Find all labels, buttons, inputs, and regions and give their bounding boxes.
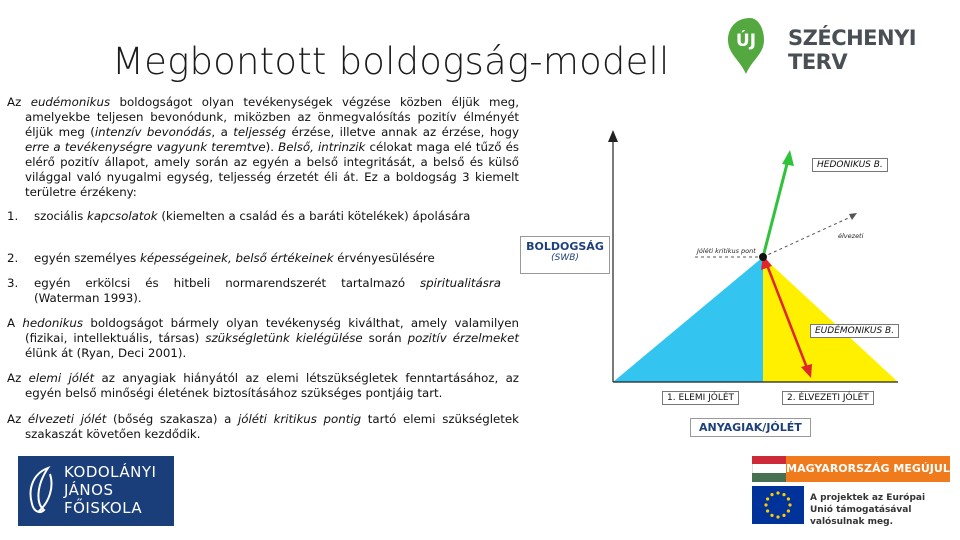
- page-title: Megbontott boldogság-modell: [112, 40, 670, 83]
- extra-label: élvezeti: [838, 232, 864, 240]
- emphasized-text: pozitív érzelmeket: [407, 331, 520, 345]
- text-run: célokat maga elé tűző és elérő pozitív állapot, amely során az egyén a belső integritását, a belső és külső világgal való nyugalmi egység, teljesség érzetét éli át. Ez a boldogság 3 kiemelt területre érzékeny:: [25, 140, 519, 199]
- dashed-arrow-head: [849, 213, 857, 220]
- elemi-paragraph: [7, 371, 519, 401]
- zone2-label: 2. ÉLVEZETI JÓLÉT: [782, 391, 874, 405]
- text-run: az anyagiak hiányától az elemi létszükségletek fenntartásához, az egyén belső minőségi életének biztosításához szükséges pontjáig tart.: [25, 371, 519, 400]
- kodolanyi-line-3: FŐISKOLA: [64, 499, 143, 517]
- list-item-text: [34, 209, 501, 224]
- y-axis-label: BOLDOGSÁG: [526, 240, 604, 253]
- eu-support-text: A projektek az Európai Unió támogatásával valósulnak meg.: [810, 493, 926, 527]
- emphasized-text: képességeinek, belső értékeinek: [139, 251, 334, 265]
- intro-paragraph: [7, 95, 519, 200]
- hedonic-arrow-head: [782, 150, 794, 166]
- kodolanyi-line-1: KODOLÁNYI: [64, 463, 157, 481]
- elvezeti-paragraph: [7, 412, 519, 442]
- emphasized-text: elemi jólét: [28, 371, 95, 385]
- text-run: élünk át (Ryan, Deci 2001).: [25, 346, 187, 360]
- text-run: érzése, illetve annak az érzése, hogy: [286, 125, 519, 139]
- critical-point-label: Jóléti kritikus pont: [697, 247, 756, 255]
- emphasized-text: erre a tevékenységre vagyunk teremtve: [25, 140, 266, 154]
- emphasized-text: spiritualitásra: [419, 276, 501, 290]
- y-axis-arrow: [608, 130, 618, 142]
- text-run: egyén személyes: [34, 251, 140, 265]
- text-run: boldogságot bármely olyan tevékenység kiválthat, amely valamilyen (fizikai, intellektuális, társas): [25, 316, 519, 345]
- kodolanyi-logo: [18, 456, 174, 526]
- hedonic-paragraph: [7, 316, 519, 361]
- list-item-1: [7, 209, 501, 224]
- list-number: 1.: [7, 209, 19, 223]
- emphasized-text: eudémonikus: [30, 95, 111, 109]
- emphasized-text: kapcsolatok: [87, 209, 158, 223]
- text-run: boldogságot olyan tevékenységek végzése közben éljük meg, amelyekbe teljesen bevonódunk, miközben az önmegvalósítás pozitív élményét éljük meg (: [25, 95, 520, 139]
- emphasized-text: jóléti kritikus pontig: [238, 412, 362, 426]
- list-item-text: [34, 251, 501, 266]
- text-run: egyén erkölcsi és hitbeli normarendszerét tartalmazó: [34, 276, 420, 290]
- text-run: Az: [7, 371, 29, 385]
- emphasized-text: Belső, intrinzik: [278, 140, 366, 154]
- text-run: során: [362, 331, 408, 345]
- kodolanyi-emblem-icon: [24, 464, 58, 518]
- list-item-2: [7, 251, 501, 266]
- y-axis-label-box: [520, 236, 610, 274]
- list-item-3: [7, 276, 501, 306]
- hedonic-arrow: [763, 160, 788, 257]
- kodolanyi-text: [64, 463, 156, 517]
- zone1-label: 1. ELEMI JÓLÉT: [662, 391, 739, 405]
- text-run: (kiemelten a család és a baráti kötelékek) ápolására: [157, 209, 471, 223]
- kodolanyi-line-2: JÁNOS: [64, 481, 114, 499]
- text-run: , a: [211, 125, 234, 139]
- text-run: Az: [7, 95, 31, 109]
- critical-point-dot: [759, 253, 767, 261]
- text-run: A: [7, 316, 23, 330]
- text-run: szociális: [34, 209, 87, 223]
- emphasized-text: szükségletünk kielégülése: [205, 331, 363, 345]
- eudemonic-label: EUDÉMONIKUS B.: [810, 324, 899, 338]
- y-axis-sublabel: (SWB): [551, 253, 579, 263]
- text-run: (Waterman 1993).: [34, 291, 142, 305]
- emphasized-text: intenzív bevonódás: [94, 125, 212, 139]
- magyarorszag-megujul-banner: [752, 456, 950, 482]
- svg-text:ÚJ: ÚJ: [735, 31, 757, 51]
- elemi-jolet-area: [613, 257, 763, 382]
- hedonic-label: HEDONIKUS B.: [812, 158, 888, 172]
- list-number: 2.: [7, 251, 19, 265]
- text-run: Az: [7, 412, 28, 426]
- text-run: érvényesülésére: [333, 251, 435, 265]
- list-number: 3.: [7, 276, 19, 290]
- elvezeti-jolet-area: [763, 257, 898, 382]
- text-run: tartó elemi szükségletek szakaszát követően kezdődik.: [25, 412, 519, 441]
- x-axis-label: ANYAGIAK/JÓLÉT: [690, 418, 811, 437]
- text-run: ).: [265, 140, 279, 154]
- magyarorszag-text: MAGYARORSZÁG MEGÚJUL: [786, 456, 950, 482]
- text-run: (bőség szakasza) a: [106, 412, 238, 426]
- emphasized-text: teljesség: [233, 125, 287, 139]
- emphasized-text: élvezeti jólét: [27, 412, 107, 426]
- eu-flag-icon: [752, 486, 804, 524]
- list-item-text: [34, 276, 501, 306]
- szechenyi-terv-text: SZÉCHENYI TERV: [788, 26, 917, 74]
- emphasized-text: hedonikus: [22, 316, 84, 330]
